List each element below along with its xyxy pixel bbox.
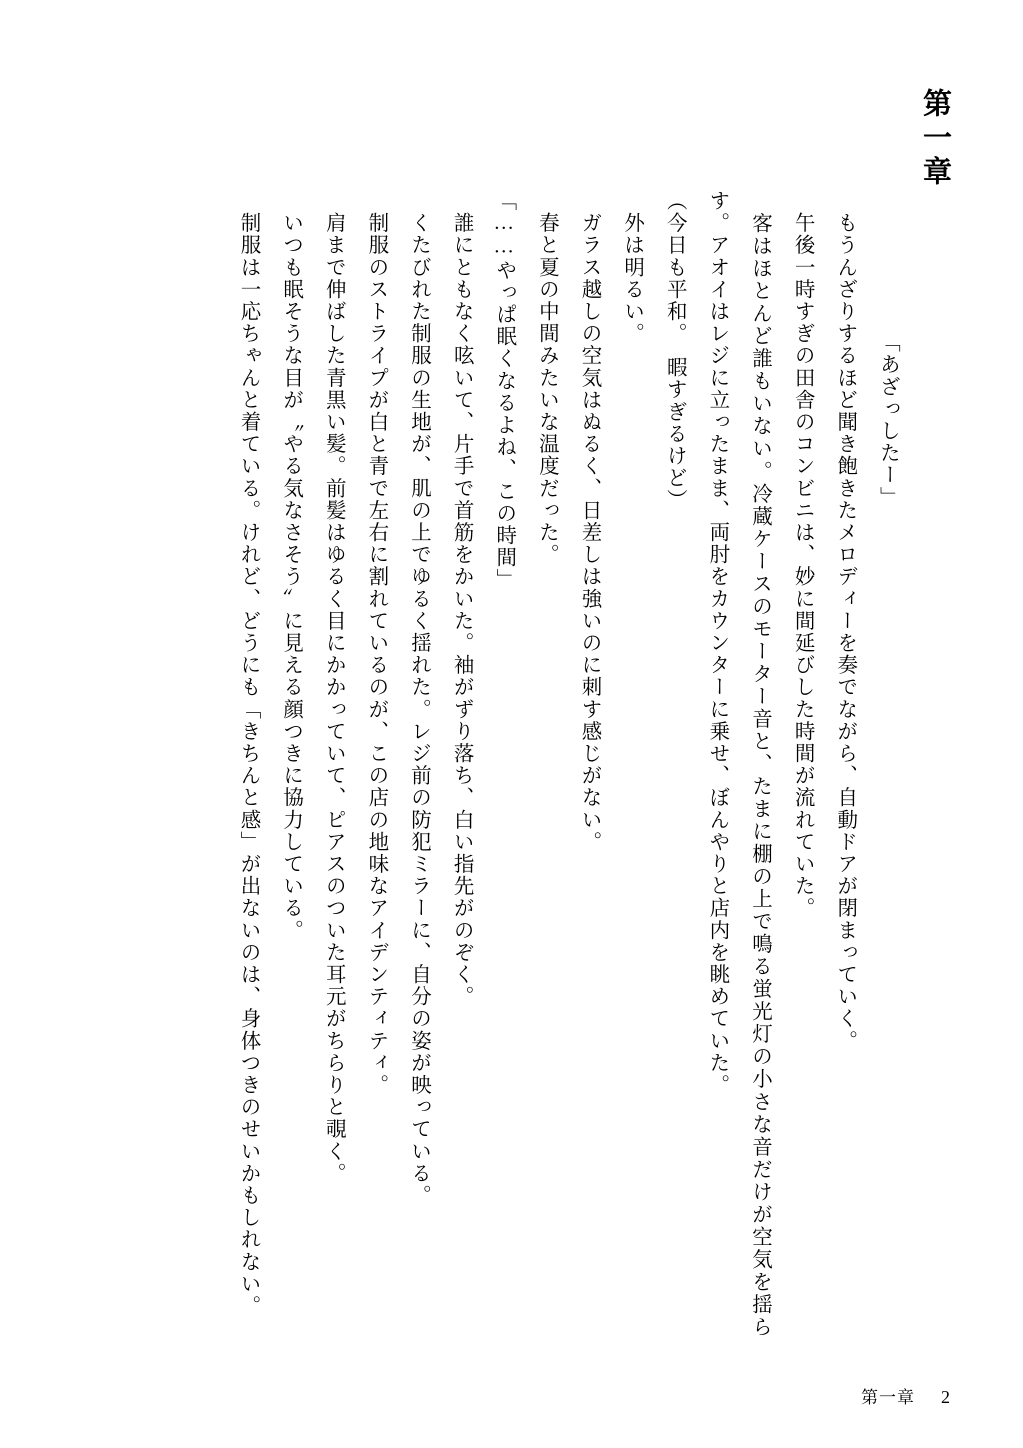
paragraph: 誰にともなく呟いて、片手で首筋をかいた。袖がずり落ち、白い指先がのぞく。 [450,190,473,1008]
paragraph: 「……やっぱ眠くなるよね、この時間」 [492,190,515,591]
paragraph: ガラス越しの空気はぬるく、日差しは強いのに刺す感じがない。 [578,190,600,853]
paragraph: くたびれた制服の生地が、肌の上でゆるく揺れた。レジ前の防犯ミラーに、自分の姿が映っている。 [407,190,430,1207]
paragraph: もうんざりするほど聞き飽きたメロディーを奏でながら、自動ドアが閉まっていく。 [833,190,856,1052]
paragraph: 外は明るい。 [620,190,643,345]
paragraph: いつも眠そうな目が〝やる気なさそう〟に見える顔つきに協力している。 [279,190,302,942]
page-footer [861,1383,951,1408]
paragraph: 午後一時すぎの田舎のコンビニは、妙に間延びした時間が流れていた。 [791,190,814,920]
footer-chapter-label: 第一章 [861,1388,915,1407]
paragraph: 制服のストライプが白と青で左右に割れているのが、この店の地味なアイデンティティ。 [364,190,387,1097]
paragraph: 春と夏の中間みたいな温度だった。 [535,190,558,566]
body-text-column [184,190,951,1338]
paragraph: 「あざっしたー」 [876,331,899,509]
vertical-text-area [96,86,951,1338]
page-title: 第一章 [919,88,953,190]
paragraph: 制服は一応ちゃんと着ている。けれど、どうにも「きちんと感」が出ないのは、身体つきのせいかもしれない。 [237,190,259,1318]
page-number: 2 [941,1387,951,1407]
paragraph: 肩まで伸ばした青黒い髪。前髪はゆるく目にかかっていて、ピアスのついた耳元がちらりと覗く。 [322,190,345,1185]
paragraph: 客はほとんど誰もいない。冷蔵ケースのモーター音と、たまに棚の上で鳴る蛍光灯の小さな音だけが空気を揺らす。アオイはレジに立ったまま、両肘をカウンターに乗せ、ぼんやりと店内を眺めていた。 [705,190,771,1338]
paragraph: （今日も平和。 暇すぎるけど） [663,190,686,512]
